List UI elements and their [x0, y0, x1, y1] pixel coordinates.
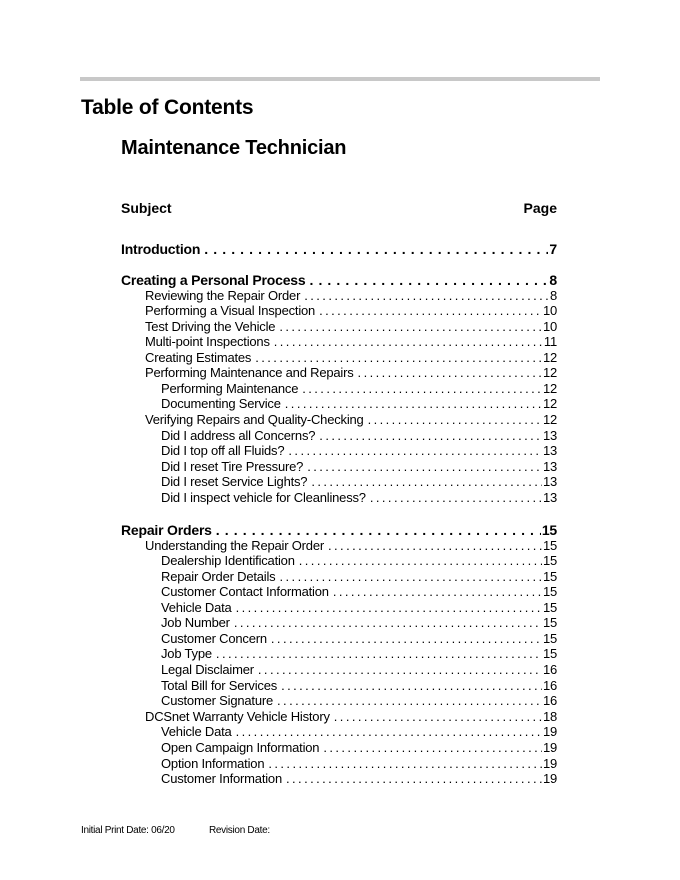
- toc-entry[interactable]: [161, 553, 557, 569]
- toc-entry-title: Customer Contact Information: [161, 584, 329, 599]
- dot-leader: [319, 303, 542, 319]
- toc-entry-title: Test Driving the Vehicle: [145, 319, 276, 334]
- toc-entry-page: 19: [542, 756, 557, 771]
- dot-leader: [302, 381, 542, 397]
- toc-entry[interactable]: [145, 350, 557, 366]
- toc-entry-title: Option Information: [161, 756, 265, 771]
- toc-entry[interactable]: [161, 459, 557, 475]
- dot-leader: [319, 428, 542, 444]
- toc-entry-page: 12: [542, 350, 557, 365]
- revision-date: Revision Date:: [209, 825, 270, 836]
- toc-entry-page: 15: [542, 615, 557, 630]
- dot-leader: [277, 693, 542, 709]
- dot-leader: [370, 490, 542, 506]
- toc-entry[interactable]: [161, 600, 557, 616]
- toc-entry-page: 13: [542, 428, 557, 443]
- toc-entry-title: Introduction: [121, 241, 201, 257]
- toc-entry[interactable]: [145, 303, 557, 319]
- toc-entry[interactable]: [161, 771, 557, 787]
- toc-entry-title: Repair Orders: [121, 522, 212, 538]
- toc-entry-page: 7: [549, 241, 557, 257]
- toc-entry[interactable]: [145, 319, 557, 335]
- toc-entry-title: Vehicle Data: [161, 600, 232, 615]
- toc-entry[interactable]: [161, 756, 557, 772]
- dot-leader: [307, 459, 542, 475]
- dot-leader: [236, 724, 542, 740]
- toc-entry-title: Open Campaign Information: [161, 740, 320, 755]
- toc-entry-title: Creating a Personal Process: [121, 272, 306, 288]
- page-title: Table of Contents: [81, 96, 254, 119]
- toc-entry-page: 15: [542, 646, 557, 661]
- dot-leader: [279, 319, 542, 335]
- toc-entry-page: 10: [542, 319, 557, 334]
- toc-entry[interactable]: [145, 412, 557, 428]
- dot-leader: [274, 334, 543, 350]
- toc-entry-title: Creating Estimates: [145, 350, 252, 365]
- toc-entry[interactable]: [121, 271, 557, 289]
- toc-entry-page: 10: [542, 303, 557, 318]
- dot-leader: [299, 553, 542, 569]
- dot-leader: [334, 709, 542, 725]
- subject-column-header: Subject: [121, 200, 172, 216]
- toc-entry-title: Verifying Repairs and Quality-Checking: [145, 412, 364, 427]
- dot-leader: [309, 271, 548, 289]
- toc-entry-page: 13: [542, 490, 557, 505]
- toc-entry[interactable]: [161, 381, 557, 397]
- dot-leader: [368, 412, 542, 428]
- toc-entry-title: Did I reset Tire Pressure?: [161, 459, 304, 474]
- toc-entry[interactable]: [121, 240, 557, 258]
- toc-entry-page: 8: [549, 288, 557, 303]
- dot-leader: [255, 350, 542, 366]
- toc-entry-title: Vehicle Data: [161, 724, 232, 739]
- toc-entry[interactable]: [161, 490, 557, 506]
- toc-entry-title: Legal Disclaimer: [161, 662, 254, 677]
- toc-entry-page: 16: [542, 662, 557, 677]
- print-date: Initial Print Date: 06/20: [81, 825, 175, 836]
- toc-entry-page: 15: [542, 538, 557, 553]
- dot-leader: [323, 740, 542, 756]
- dot-leader: [285, 396, 542, 412]
- toc-entry-page: 13: [542, 474, 557, 489]
- toc-entry[interactable]: [161, 474, 557, 490]
- toc-entry[interactable]: [161, 631, 557, 647]
- toc-entry[interactable]: [145, 288, 557, 304]
- toc-entry-title: DCSnet Warranty Vehicle History: [145, 709, 330, 724]
- toc-entry-page: 19: [542, 771, 557, 786]
- toc-entry[interactable]: [161, 740, 557, 756]
- toc-entry[interactable]: [145, 709, 557, 725]
- toc-entry-page: 15: [541, 522, 557, 538]
- dot-leader: [358, 365, 542, 381]
- toc-entry-page: 13: [542, 443, 557, 458]
- dot-leader: [286, 771, 542, 787]
- toc-entry-title: Customer Information: [161, 771, 282, 786]
- toc-entry-page: 13: [542, 459, 557, 474]
- toc-entry-page: 12: [542, 396, 557, 411]
- dot-leader: [204, 240, 548, 258]
- toc-entry[interactable]: [161, 678, 557, 694]
- toc-entry-page: 15: [542, 553, 557, 568]
- toc-entry-page: 15: [542, 631, 557, 646]
- toc-entry-title: Job Type: [161, 646, 212, 661]
- toc-entry-title: Repair Order Details: [161, 569, 276, 584]
- toc-entry-title: Dealership Identification: [161, 553, 295, 568]
- page-column-header: Page: [523, 200, 557, 216]
- dot-leader: [281, 678, 542, 694]
- toc-entry[interactable]: [161, 569, 557, 585]
- toc-entry[interactable]: [145, 538, 557, 554]
- toc-entry[interactable]: [145, 365, 557, 381]
- toc-entry[interactable]: [161, 724, 557, 740]
- toc-entry-page: 19: [542, 724, 557, 739]
- dot-leader: [271, 631, 542, 647]
- toc-entry[interactable]: [161, 584, 557, 600]
- dot-leader: [311, 474, 542, 490]
- toc-entry-title: Did I inspect vehicle for Cleanliness?: [161, 490, 366, 505]
- dot-leader: [234, 615, 542, 631]
- toc-entry-title: Performing Maintenance and Repairs: [145, 365, 354, 380]
- toc-entry-page: 12: [542, 365, 557, 380]
- toc-entry-page: 8: [549, 272, 557, 288]
- toc-entry-title: Multi-point Inspections: [145, 334, 270, 349]
- toc-entry-page: 16: [542, 678, 557, 693]
- toc-entry-page: 15: [542, 600, 557, 615]
- toc-entry-title: Did I top off all Fluids?: [161, 443, 285, 458]
- toc-entry-page: 16: [542, 693, 557, 708]
- dot-leader: [236, 600, 542, 616]
- toc-entry[interactable]: [121, 521, 557, 539]
- toc-entry-page: 12: [542, 412, 557, 427]
- toc-entry[interactable]: [161, 396, 557, 412]
- toc-entry-title: Customer Concern: [161, 631, 267, 646]
- toc-entry[interactable]: [161, 646, 557, 662]
- toc-entry[interactable]: [145, 334, 557, 350]
- toc-entry-title: Job Number: [161, 615, 230, 630]
- dot-leader: [268, 756, 542, 772]
- dot-leader: [304, 288, 549, 304]
- dot-leader: [216, 646, 542, 662]
- toc-entry[interactable]: [161, 428, 557, 444]
- toc-entry[interactable]: [161, 662, 557, 678]
- toc-entry-title: Reviewing the Repair Order: [145, 288, 301, 303]
- toc-entry-page: 12: [542, 381, 557, 396]
- toc-entry-page: 15: [542, 569, 557, 584]
- toc-entry-title: Did I reset Service Lights?: [161, 474, 308, 489]
- dot-leader: [328, 538, 542, 554]
- toc-entry-page: 18: [542, 709, 557, 724]
- toc-entry[interactable]: [161, 615, 557, 631]
- toc-entry-page: 15: [542, 584, 557, 599]
- toc-entry-title: Performing a Visual Inspection: [145, 303, 316, 318]
- toc-entry-title: Did I address all Concerns?: [161, 428, 316, 443]
- toc-entry-title: Understanding the Repair Order: [145, 538, 324, 553]
- toc-entry-title: Performing Maintenance: [161, 381, 299, 396]
- dot-leader: [216, 521, 541, 539]
- dot-leader: [280, 569, 542, 585]
- page-subtitle: Maintenance Technician: [121, 137, 347, 159]
- toc-entry[interactable]: [161, 443, 557, 459]
- toc-entry[interactable]: [161, 693, 557, 709]
- toc-entry-title: Customer Signature: [161, 693, 274, 708]
- toc-entry-page: 11: [543, 334, 557, 349]
- dot-leader: [333, 584, 542, 600]
- dot-leader: [258, 662, 542, 678]
- toc-entry-page: 19: [542, 740, 557, 755]
- dot-leader: [288, 443, 542, 459]
- toc-entry-title: Documenting Service: [161, 396, 281, 411]
- toc-entry-title: Total Bill for Services: [161, 678, 278, 693]
